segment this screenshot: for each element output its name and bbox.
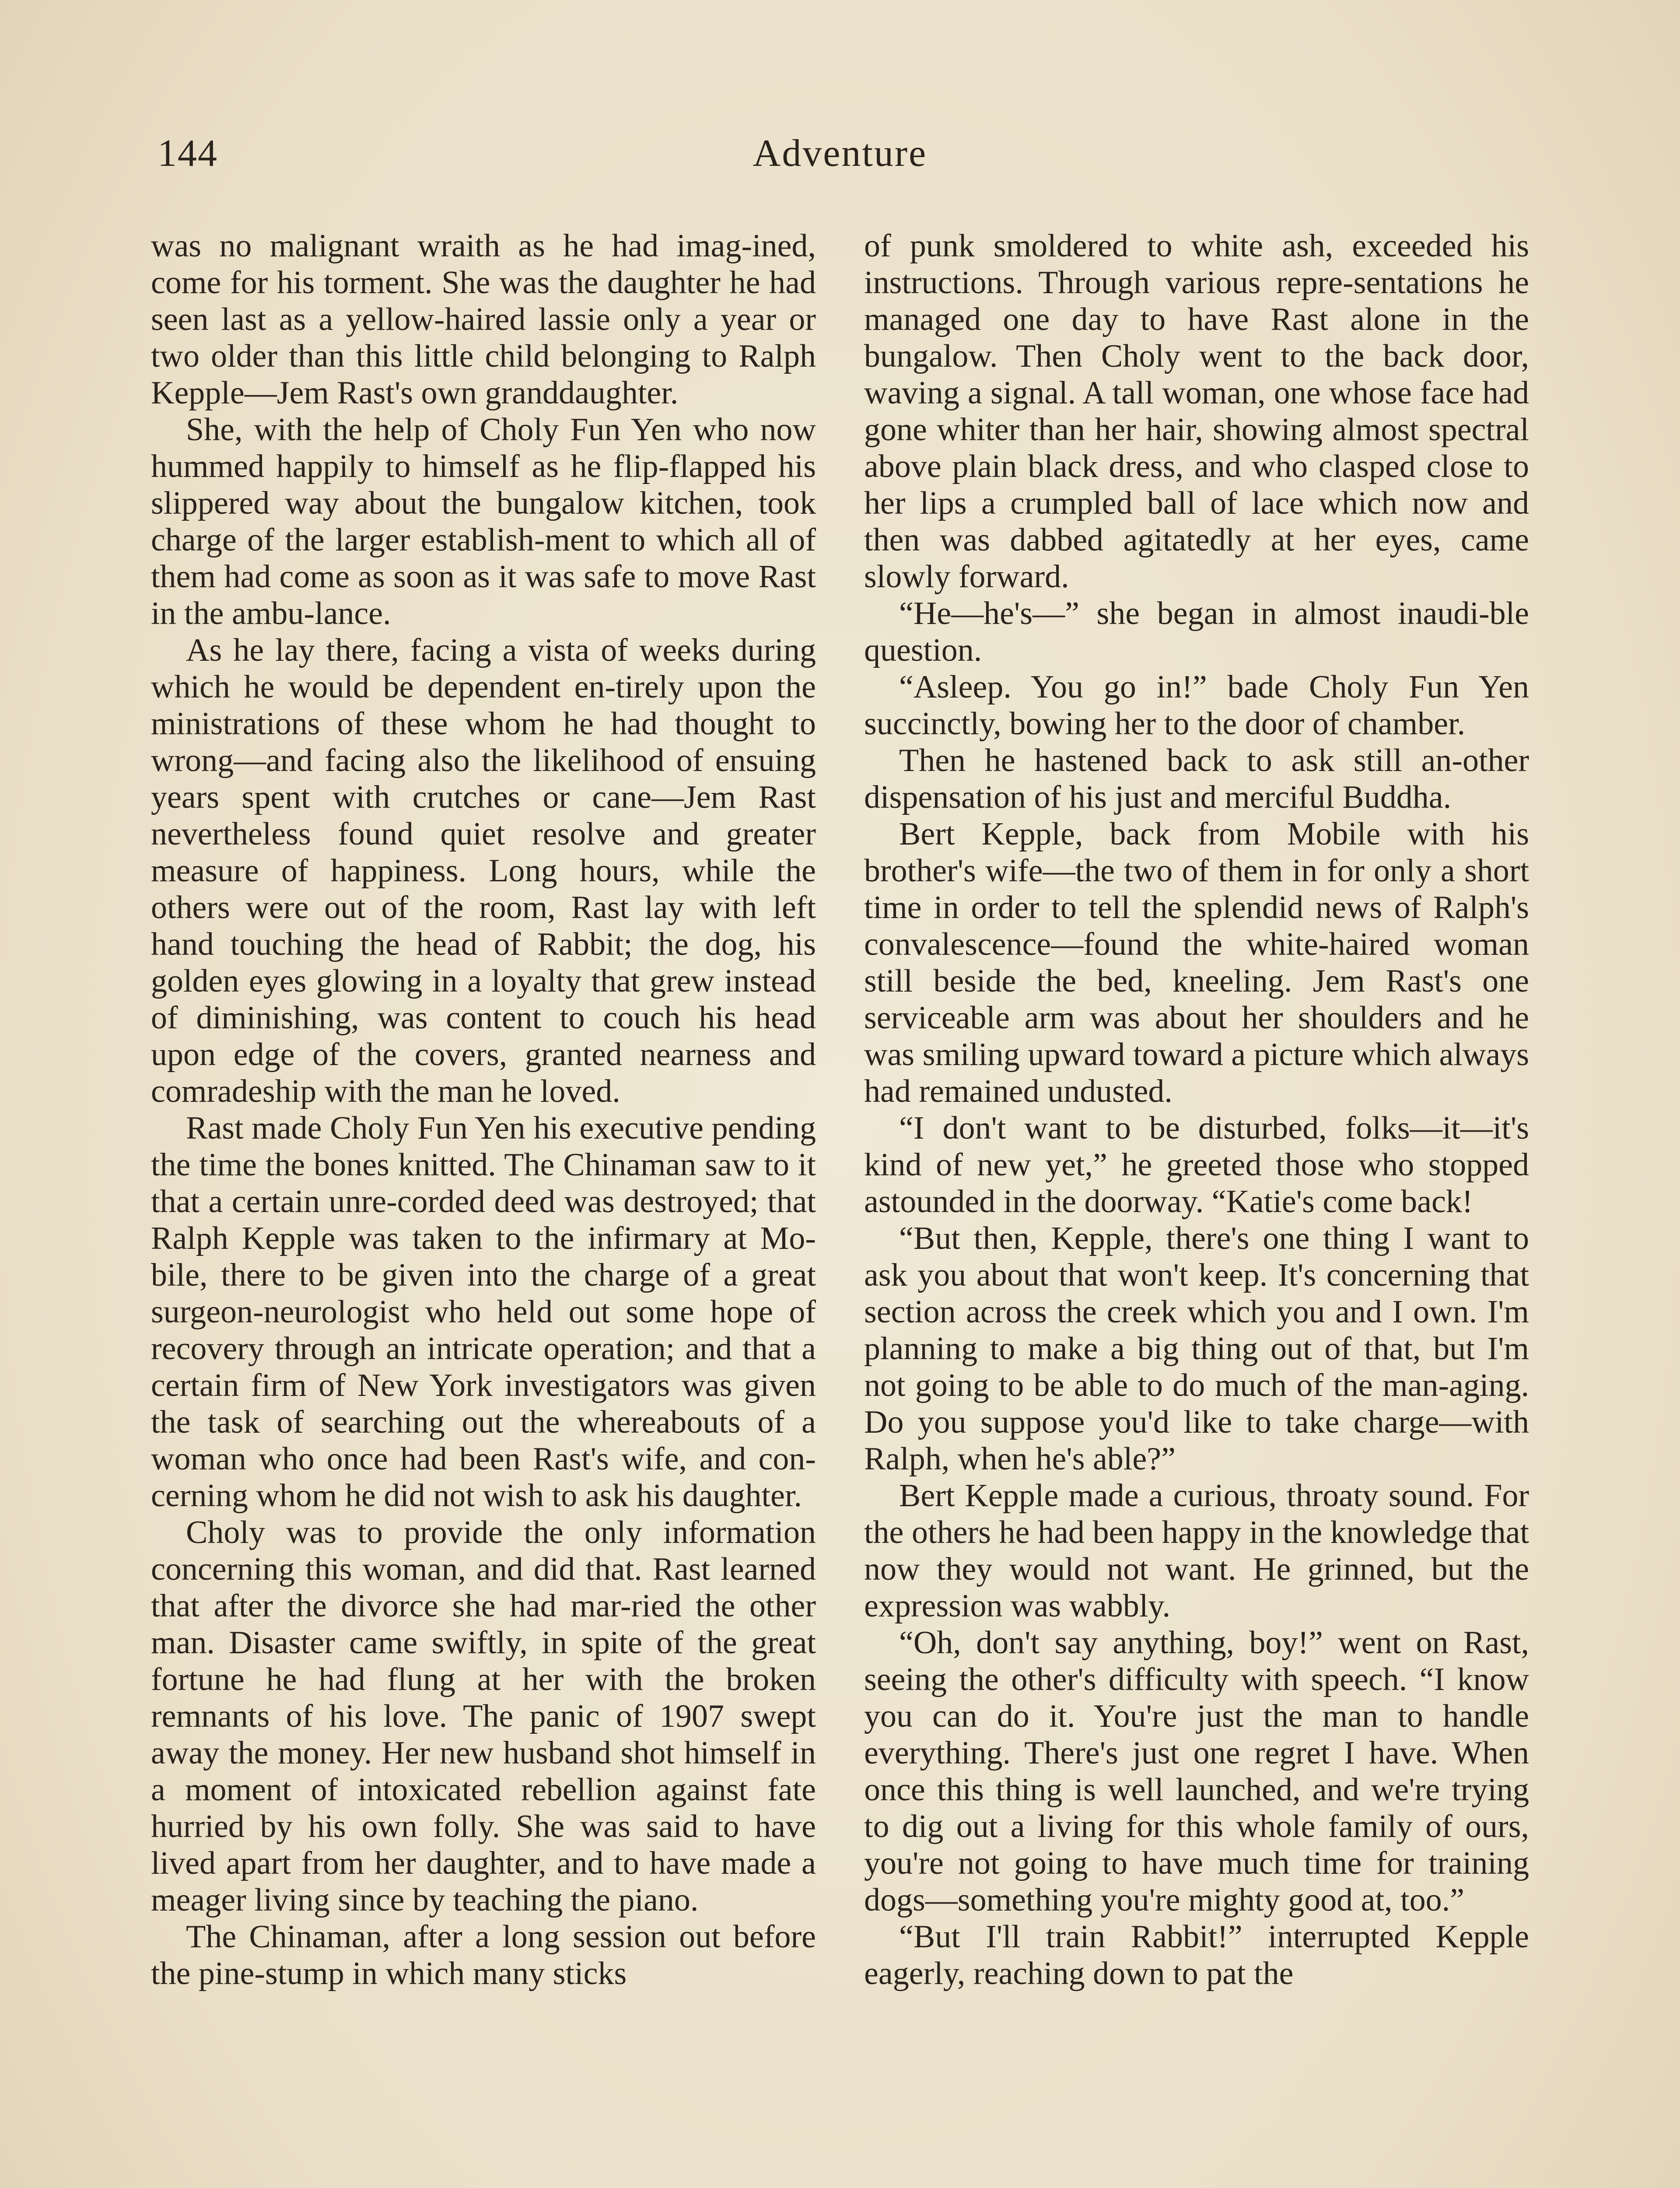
paragraph: Then he hastened back to ask still an-other dispensation of his just and merciful Buddha. bbox=[864, 743, 1529, 815]
running-title: Adventure bbox=[752, 132, 928, 175]
paragraph: Rast made Choly Fun Yen his executive pending the time the bones knitted. The Chinaman saw to it that a certain unre-corded deed was destroyed; that Ralph Kepple was taken to the infirmary at Mo-bile, there to be given into the charge of a great surgeon-neurologist who held out some hope of recovery through an intricate operation; and that a certain firm of New York investigators was given the task of searching out the whereabouts of a woman who once had been Rast's wife, and con-cerning whom he did not wish to ask his daughter. bbox=[151, 1110, 816, 1514]
paragraph: was no malignant wraith as he had imag-ined, come for his torment. She was the daughter he had seen last as a yellow-haired lassie only a year or two older than this little child belonging to Ralph Kepple—Jem Rast's own granddaughter. bbox=[151, 228, 816, 411]
paragraph: Bert Kepple, back from Mobile with his brother's wife—the two of them in for only a short time in order to tell the splendid news of Ralph's convalescence—found the white-haired woman still beside the bed, kneeling. Jem Rast's one serviceable arm was about her shoulders and he was smiling upward toward a picture which always had remained undusted. bbox=[864, 816, 1529, 1109]
paragraph: “But then, Kepple, there's one thing I want to ask you about that won't keep. It's concerning that section across the creek which you and I own. I'm planning to make a big thing out of that, but I'm not going to be able to do much of the man-aging. Do you suppose you'd like to take charge—with Ralph, when he's able?” bbox=[864, 1220, 1529, 1477]
paragraph: “Oh, don't say anything, boy!” went on Rast, seeing the other's difficulty with speech. “I know you can do it. You're just the man to handle everything. There's just one regret I have. When once this thing is well launched, and we're trying to dig out a living for this whole family of ours, you're not going to have much time for training dogs—something you're mighty good at, too.” bbox=[864, 1625, 1529, 1918]
page-number: 144 bbox=[158, 132, 218, 175]
paragraph: The Chinaman, after a long session out before the pine-stump in which many sticks bbox=[151, 1919, 816, 1992]
left-column bbox=[151, 228, 816, 1992]
paragraph: of punk smoldered to white ash, exceeded his instructions. Through various repre-sentations he managed one day to have Rast alone in the bungalow. Then Choly went to the back door, waving a signal. A tall woman, one whose face had gone whiter than her hair, showing almost spectral above plain black dress, and who clasped close to her lips a crumpled ball of lace which now and then was dabbed agitatedly at her eyes, came slowly forward. bbox=[864, 228, 1529, 595]
right-column bbox=[864, 228, 1529, 1992]
paragraph: “Asleep. You go in!” bade Choly Fun Yen succinctly, bowing her to the door of chamber. bbox=[864, 669, 1529, 742]
paragraph: “He—he's—” she began in almost inaudi-ble question. bbox=[864, 596, 1529, 668]
paragraph: Bert Kepple made a curious, throaty sound. For the others he had been happy in the knowledge that now they would not want. He grinned, but the expression was wabbly. bbox=[864, 1478, 1529, 1624]
paragraph: “But I'll train Rabbit!” interrupted Kepple eagerly, reaching down to pat the bbox=[864, 1919, 1529, 1992]
paragraph: As he lay there, facing a vista of weeks during which he would be dependent en-tirely upon the ministrations of these whom he had thought to wrong—and facing also the likelihood of ensuing years spent with crutches or cane—Jem Rast nevertheless found quiet resolve and greater measure of happiness. Long hours, while the others were out of the room, Rast lay with left hand touching the head of Rabbit; the dog, his golden eyes glowing in a loyalty that grew instead of diminishing, was content to couch his head upon edge of the covers, granted nearness and comradeship with the man he loved. bbox=[151, 632, 816, 1109]
paragraph: She, with the help of Choly Fun Yen who now hummed happily to himself as he flip-flapped his slippered way about the bungalow kitchen, took charge of the larger establish-ment to which all of them had come as soon as it was safe to move Rast in the ambu-lance. bbox=[151, 412, 816, 631]
paragraph: Choly was to provide the only information concerning this woman, and did that. Rast learned that after the divorce she had mar-ried the other man. Disaster came swiftly, in spite of the great fortune he had flung at her with the broken remnants of his love. The panic of 1907 swept away the money. Her new husband shot himself in a moment of intoxicated rebellion against fate hurried by his own folly. She was said to have lived apart from her daughter, and to have made a meager living since by teaching the piano. bbox=[151, 1515, 816, 1918]
paragraph: “I don't want to be disturbed, folks—it—it's kind of new yet,” he greeted those who stopped astounded in the doorway. “Katie's come back! bbox=[864, 1110, 1529, 1220]
